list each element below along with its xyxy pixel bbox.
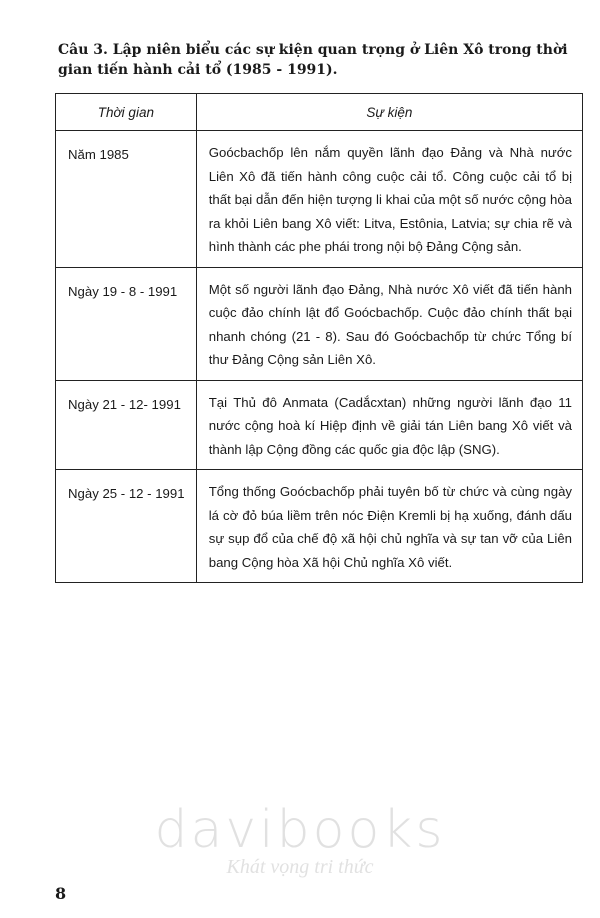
header-event: Sự kiện [196, 94, 582, 131]
event-cell: Tại Thủ đô Anmata (Cadắcxtan) những người lãnh đạo 11 nước cộng hoà kí Hiệp định về giải tán Liên bang Xô viết và thành lập Cộng đồng các quốc gia độc lập (SNG). [196, 380, 582, 470]
time-cell: Ngày 25 - 12 - 1991 [56, 470, 197, 583]
table-row [56, 470, 583, 583]
watermark [150, 800, 450, 879]
page-number: 8 [55, 884, 67, 903]
event-cell: Goócbachốp lên nắm quyền lãnh đạo Đảng và Nhà nước Liên Xô đã tiến hành công cuộc cải tổ. Công cuộc cải tổ bị thất bại dẫn đến hiện tượng li khai của một số nước cộng hòa ra khỏi Liên bang Xô viết: Litva, Estônia, Latvia; sự chia rẽ và hình thành các phe phái trong nội bộ Đảng Cộng sản. [196, 131, 582, 268]
question-heading: Câu 3. Lập niên biểu các sự kiện quan trọng ở Liên Xô trong thời gian tiến hành cải tổ (1985 - 1991). [58, 42, 568, 78]
time-cell: Ngày 21 - 12- 1991 [56, 380, 197, 470]
table-header-row [56, 94, 583, 131]
table-row [56, 131, 583, 268]
table-row [56, 267, 583, 380]
timeline-table [55, 93, 583, 583]
time-cell: Ngày 19 - 8 - 1991 [56, 267, 197, 380]
watermark-brand: davibooks [154, 800, 446, 860]
time-cell: Năm 1985 [56, 131, 197, 268]
table-row [56, 380, 583, 470]
event-cell: Một số người lãnh đạo Đảng, Nhà nước Xô viết đã tiến hành cuộc đảo chính lật đổ Goócbachốp. Cuộc đảo chính thất bại nhanh chóng (21 - 8). Sau đó Goócbachốp từ chức Tổng bí thư Đảng Cộng sản Liên Xô. [196, 267, 582, 380]
event-cell: Tổng thống Goócbachốp phải tuyên bố từ chức và cùng ngày lá cờ đỏ búa liềm trên nóc Điện Kremli bị hạ xuống, đánh dấu sự sụp đổ của chế độ xã hội chủ nghĩa và sự tan vỡ của Liên bang Cộng hòa Xã hội Chủ nghĩa Xô viết. [196, 470, 582, 583]
header-time: Thời gian [56, 94, 197, 131]
watermark-slogan: Khát vọng tri thức [226, 856, 374, 878]
